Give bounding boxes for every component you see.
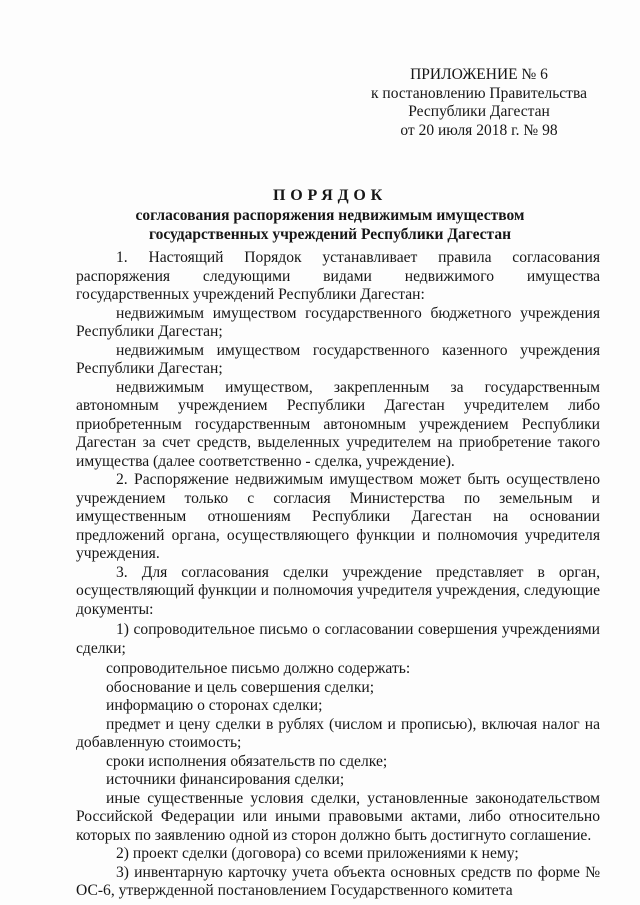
- cover-letter-price: предмет и цену сделки в рублях (числом и прописью), включая налог на добавленную стоимость;: [76, 715, 600, 751]
- appendix-number: ПРИЛОЖЕНИЕ № 6: [410, 66, 548, 83]
- appendix-date: от 20 июля 2018 г. № 98: [400, 121, 558, 139]
- document-subtitle-line-2: государственных учреждений Республики Дагестан: [148, 226, 512, 243]
- item-3-inventory-card: 3) инвентарную карточку учета объекта основных средств по форме № ОС-6, утвержденной постановлением Государственного комитета: [76, 863, 600, 899]
- cover-letter-other-conditions: иные существенные условия сделки, установленные законодательством Российской Федерации или иными правовыми актами, либо относительно которых по заявлению одной из сторон должно быть достигнуто соглашение.: [76, 789, 600, 844]
- document-title: ПОРЯДОК: [272, 187, 388, 204]
- cover-letter-purpose: обоснование и цель совершения сделки;: [106, 678, 375, 696]
- document-body: [76, 249, 600, 901]
- appendix-resolution: к постановлению Правительства: [371, 84, 587, 102]
- paragraph-autonomous-institution: недвижимым имуществом, закрепленным за государственным автономным учреждением Республики Дагестан учредителем либо приобретенным государственным автономным учреждением Республики Дагестан за счет средств, выделенных учредителем на приобретение такого имущества (далее соответственно - сделка, учреждение).: [76, 378, 600, 470]
- paragraph-budget-institution: недвижимым имуществом государственного бюджетного учреждения Республики Дагестан;: [76, 304, 600, 340]
- item-1-cover-letter: 1) сопроводительное письмо о согласовании совершения учреждениями сделки;: [76, 621, 600, 657]
- cover-letter-parties: информацию о сторонах сделки;: [106, 697, 323, 714]
- cover-letter-contents: сопроводительное письмо должно содержать:: [106, 660, 411, 677]
- item-2-draft-contract: 2) проект сделки (договора) со всеми приложениями к нему;: [116, 845, 519, 862]
- paragraph-3: 3. Для согласования сделки учреждение представляет в орган, осуществляющий функции и полномочия учредителя учреждения, следующие документы:: [76, 563, 600, 618]
- paragraph-state-institution: недвижимым имуществом государственного казенного учреждения Республики Дагестан;: [76, 341, 600, 377]
- paragraph-1: 1. Настоящий Порядок устанавливает правила согласования распоряжения следующими видами недвижимого имущества государственных учреждений Республики Дагестан:: [76, 249, 600, 303]
- paragraph-2: 2. Распоряжение недвижимым имуществом может быть осуществлено учреждением только с согласия Министерства по земельным и имущественным отношениям Республики Дагестан на основании предложений органа, осуществляющего функции и полномочия учредителя учреждения.: [76, 471, 600, 562]
- document-subtitle-line-1: согласования распоряжения недвижимым имуществом: [135, 207, 525, 224]
- cover-letter-financing: источники финансирования сделки;: [106, 771, 345, 788]
- appendix-header: [360, 66, 598, 140]
- document-heading: [60, 186, 600, 244]
- appendix-republic: Республики Дагестан: [408, 103, 550, 121]
- cover-letter-terms: сроки исполнения обязательств по сделке;: [106, 752, 388, 770]
